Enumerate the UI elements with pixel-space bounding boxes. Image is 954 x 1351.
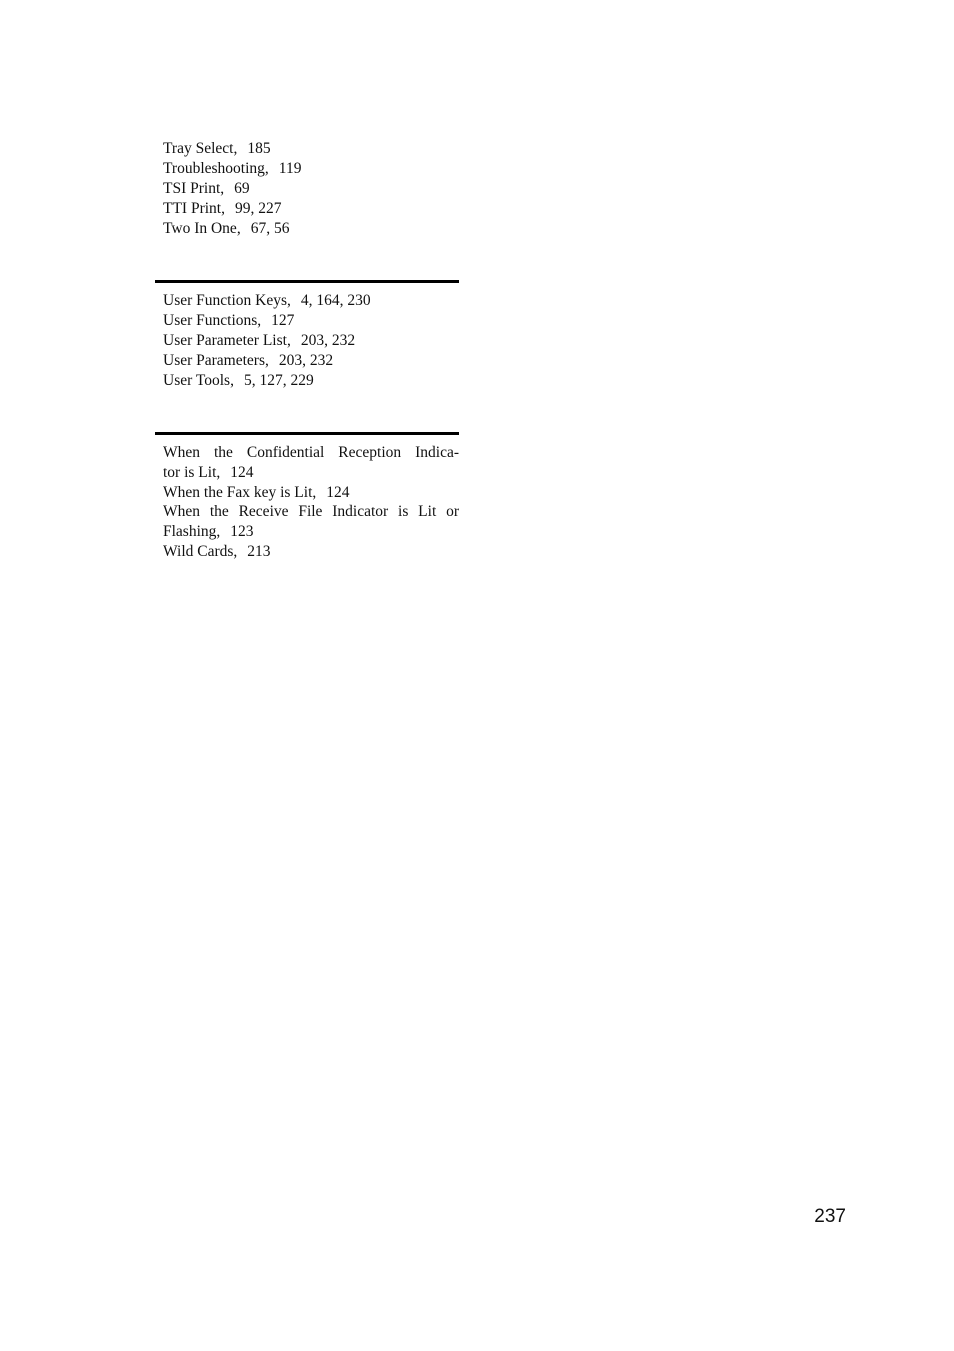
index-entry	[163, 371, 459, 391]
index-entry	[163, 199, 459, 219]
index-pages: 127	[271, 312, 295, 329]
index-pages: 67, 56	[250, 220, 290, 237]
index-pages: 213	[247, 543, 271, 560]
index-term: tor is Lit,	[163, 464, 221, 481]
index-term-line: When the Confidential Reception Indica-	[163, 444, 459, 461]
index-entry	[163, 502, 459, 522]
index-term: Wild Cards,	[163, 543, 238, 560]
index-entry	[163, 331, 459, 351]
section-divider	[155, 280, 459, 283]
index-term: When the Fax key is Lit,	[163, 484, 317, 501]
index-entry	[163, 291, 459, 311]
index-pages: 203, 232	[300, 332, 356, 349]
index-pages: 119	[278, 160, 302, 177]
index-term: User Parameter List,	[163, 332, 291, 349]
index-pages: 69	[234, 180, 250, 197]
index-term: Two In One,	[163, 220, 241, 237]
index-pages: 5, 127, 229	[243, 372, 314, 389]
index-pages: 124	[326, 484, 350, 501]
index-entry	[163, 351, 459, 371]
index-term: Flashing,	[163, 523, 221, 540]
index-entry	[163, 159, 459, 179]
index-pages: 185	[247, 140, 271, 157]
index-term-line: When the Receive File Indicator is Lit or	[163, 503, 459, 520]
index-term: Tray Select,	[163, 140, 238, 157]
index-pages: 123	[230, 523, 254, 540]
index-entry	[163, 443, 459, 463]
index-term: TTI Print,	[163, 200, 225, 217]
index-pages: 4, 164, 230	[300, 292, 371, 309]
index-entry-continuation	[163, 463, 459, 483]
index-pages: 99, 227	[235, 200, 282, 217]
index-entry	[163, 179, 459, 199]
index-entry	[163, 483, 459, 503]
index-entry	[163, 311, 459, 331]
page-number: 237	[814, 1206, 846, 1227]
index-term: User Functions,	[163, 312, 262, 329]
index-term: TSI Print,	[163, 180, 225, 197]
index-term: User Parameters,	[163, 352, 269, 369]
index-term: User Tools,	[163, 372, 234, 389]
index-entry-continuation	[163, 522, 459, 542]
index-term: User Function Keys,	[163, 292, 291, 309]
section-divider	[155, 432, 459, 435]
index-entry	[163, 219, 459, 239]
index-pages: 203, 232	[278, 352, 334, 369]
index-entry	[163, 542, 459, 562]
index-entry	[163, 139, 459, 159]
index-term: Troubleshooting,	[163, 160, 269, 177]
index-pages: 124	[230, 464, 254, 481]
